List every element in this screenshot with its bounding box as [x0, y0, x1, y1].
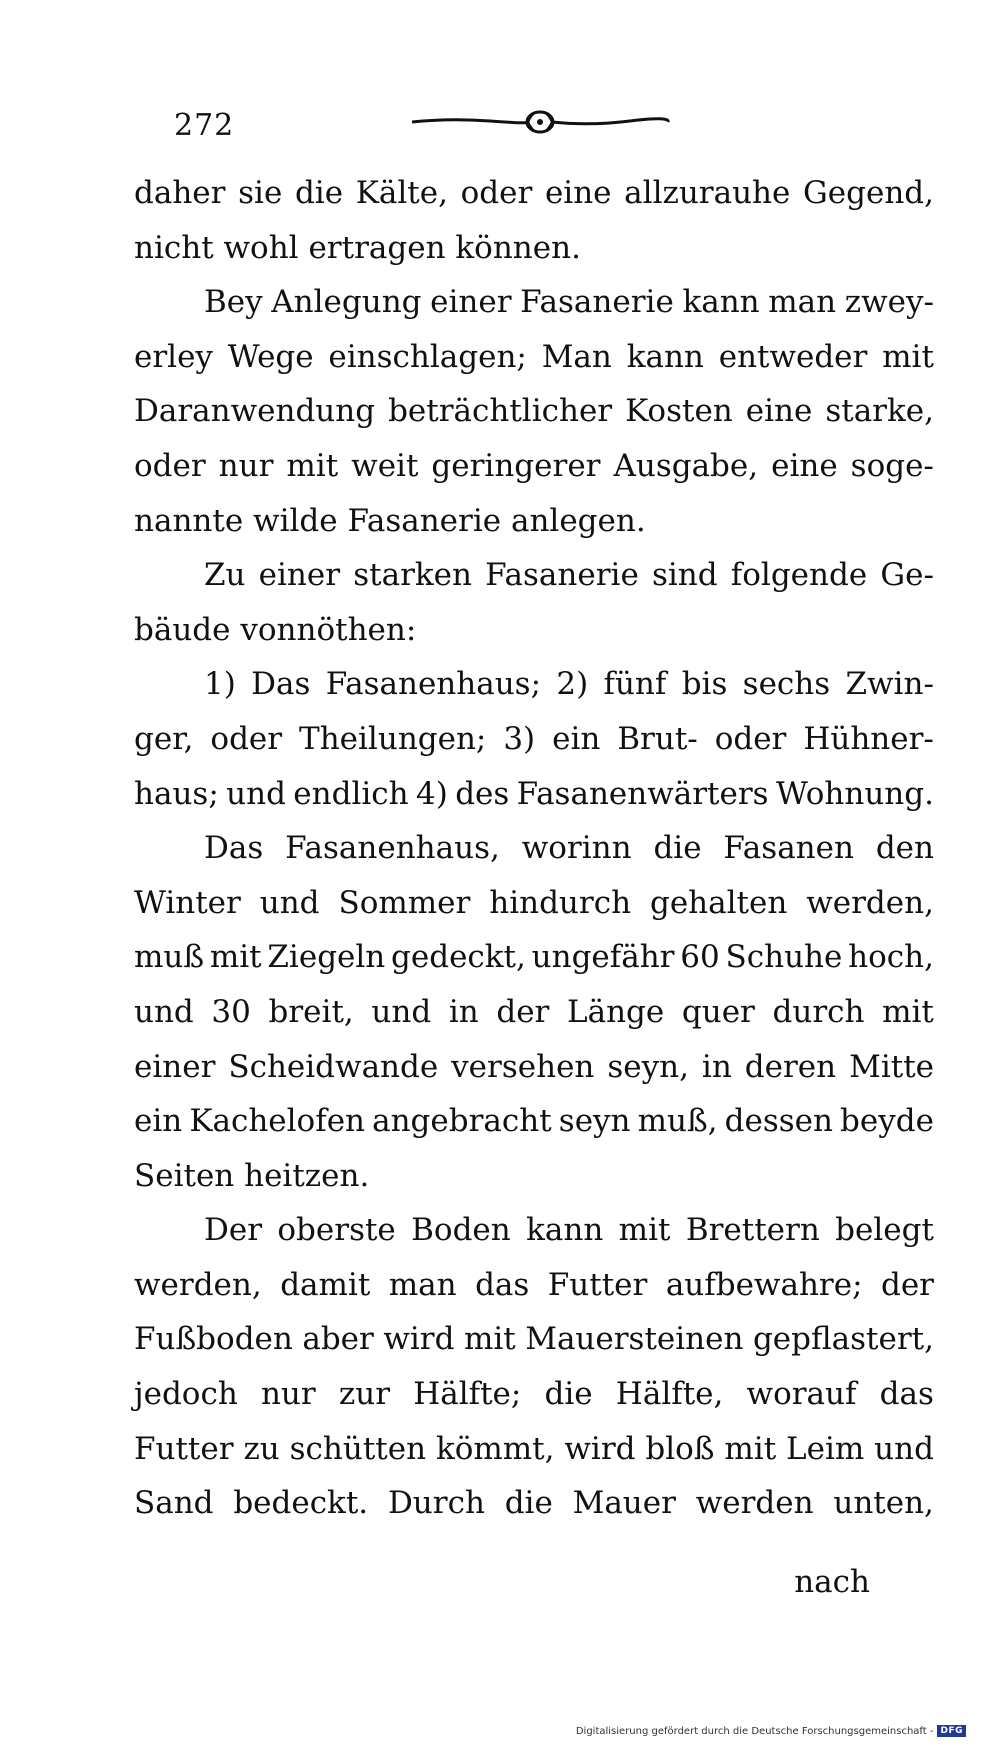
text-line: einer Scheidwande versehen seyn, in deren Mitte — [134, 1048, 934, 1085]
text-line: ger, oder Theilungen; 3) ein Brut- oder Hühner- — [134, 720, 934, 757]
text-line: und 30 breit, und in der Länge quer durch mit — [134, 993, 934, 1030]
text-line: erley Wege einschlagen; Man kann entweder mit — [134, 338, 934, 375]
text-line: Zu einer starken Fasanerie sind folgende Ge- — [204, 557, 934, 594]
page-number: 272 — [174, 108, 235, 143]
text-line: werden, damit man das Futter aufbewahre; der — [134, 1266, 934, 1303]
text-line: daher sie die Kälte, oder eine allzurauhe Gegend, — [134, 175, 934, 211]
text-line: muß mit Ziegeln gedeckt, ungefähr 60 Schuhe hoch, — [134, 939, 934, 976]
text-line: jedoch nur zur Hälfte; die Hälfte, worauf das — [134, 1376, 934, 1413]
text-line: Das Fasanenhaus, worinn die Fasanen den — [204, 830, 934, 867]
text-line: Bey Anlegung einer Fasanerie kann man zwey- — [204, 284, 934, 321]
text-line: Der oberste Boden kann mit Brettern belegt — [204, 1212, 934, 1249]
text-line: nicht wohl ertragen können. — [134, 229, 581, 266]
text-line: oder nur mit weit geringerer Ausgabe, eine soge- — [134, 447, 934, 484]
digitization-footer — [576, 1725, 966, 1737]
text-line: 1) Das Fasanenhaus; 2) fünf bis sechs Zwin- — [204, 666, 934, 703]
catchword: nach — [794, 1564, 870, 1600]
text-line: Winter und Sommer hindurch gehalten werden, — [134, 884, 934, 921]
dfg-logo: DFG — [937, 1725, 966, 1737]
text-line: Seiten heitzen. — [134, 1157, 370, 1194]
text-line: Futter zu schütten kömmt, wird bloß mit Leim und — [134, 1430, 934, 1467]
text-line: Fußboden aber wird mit Mauersteinen gepflastert, — [134, 1321, 934, 1358]
header-ornament — [410, 100, 670, 144]
text-line: Sand bedeckt. Durch die Mauer werden unten, — [134, 1485, 934, 1522]
text-line: ein Kachelofen angebracht seyn muß, dessen beyde — [134, 1103, 934, 1140]
text-line: nannte wilde Fasanerie anlegen. — [134, 502, 646, 539]
text-line: haus; und endlich 4) des Fasanenwärters Wohnung. — [134, 775, 934, 812]
text-line: bäude vonnöthen: — [134, 611, 417, 648]
text-line: Daranwendung beträchtlicher Kosten eine starke, — [134, 393, 934, 430]
footer-text: Digitalisierung gefördert durch die Deutsche Forschungsgemeinschaft - — [575, 1725, 934, 1737]
body-text — [134, 166, 934, 1531]
